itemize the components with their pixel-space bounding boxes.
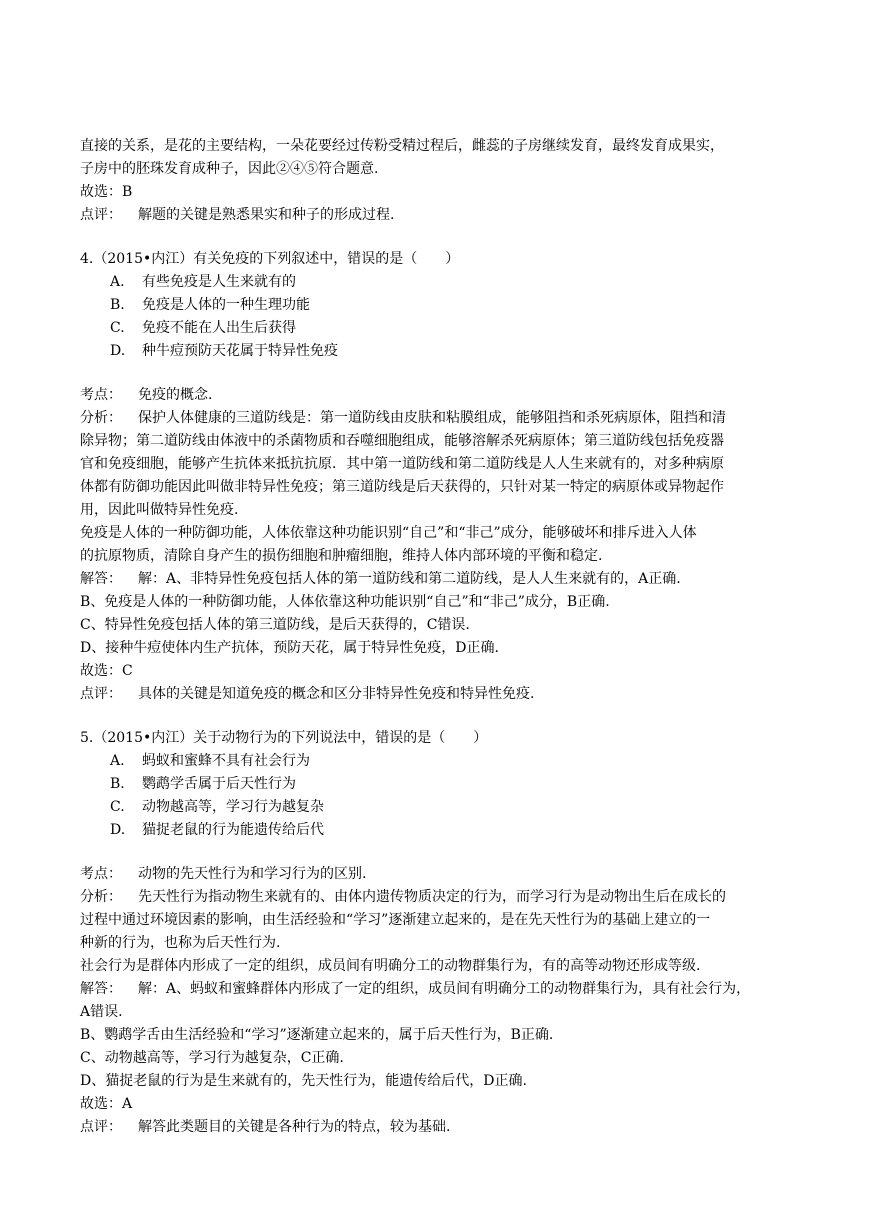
q4-option-c: C. 免疫不能在人出生后获得 — [110, 320, 296, 336]
q4-jieda-3: C、特异性免疫包括人体的第三道防线，是后天获得的，C错误. — [80, 617, 470, 633]
q4-stem: 4.（2015•内江）有关免疫的下列叙述中，错误的是（ ） — [80, 251, 460, 267]
q4-fenxi-7: 的抗原物质，清除自身产生的损伤细胞和肿瘤细胞，维持人体内部环境的平衡和稳定. — [80, 548, 603, 564]
q5-jieda-1: 解答： 解：A、蚂蚁和蜜蜂群体内形成了一定的组织，成员间有明确分工的动物群集行为，具有社会行为， — [80, 981, 751, 997]
q5-fenxi-2: 过程中通过环境因素的影响，由生活经验和“学习”逐渐建立起来的，是在先天性行为的基础上建立的一 — [80, 912, 711, 928]
q4-fenxi-1: 分析： 保护人体健康的三道防线是：第一道防线由皮肤和粘膜组成，能够阻挡和杀死病原体，阻挡和清 — [80, 410, 726, 426]
q5-jieda-4: C、动物越高等，学习行为越复杂，C正确. — [80, 1050, 344, 1066]
q5-stem: 5.（2015•内江）关于动物行为的下列说法中，错误的是（ ） — [80, 730, 488, 746]
q5-kaodian: 考点： 动物的先天性行为和学习行为的区别. — [80, 866, 367, 882]
q4-option-d: D. 种牛痘预防天花属于特异性免疫 — [110, 343, 338, 359]
q5-fenxi-3: 种新的行为，也称为后天性行为. — [80, 935, 281, 951]
intro-comment — [80, 204, 394, 226]
q5-jieda-5: D、猫捉老鼠的行为是生来就有的，先天性行为，能遗传给后代，D正确. — [80, 1073, 527, 1089]
q4-jieda-4: D、接种牛痘使体内生产抗体，预防天花，属于特异性免疫，D正确. — [80, 640, 499, 656]
q4-option-a: A. 有些免疫是人生来就有的 — [110, 274, 296, 290]
q4-fenxi-2: 除异物；第二道防线由体液中的杀菌物质和吞噬细胞组成，能够溶解杀死病原体；第三道防线包括免疫器 — [80, 433, 724, 449]
q4-comment: 点评： 具体的关键是知道免疫的概念和区分非特异性免疫和特异性免疫. — [80, 686, 535, 702]
q5-fenxi-4: 社会行为是群体内形成了一定的组织，成员间有明确分工的动物群集行为，有的高等动物还形成等级. — [80, 958, 701, 974]
q4-fenxi-5: 用，因此叫做特异性免疫. — [80, 502, 239, 518]
q5-comment: 点评： 解答此类题目的关键是各种行为的特点，较为基础. — [80, 1119, 451, 1135]
q4-jieda-2: B、免疫是人体的一种防御功能，人体依靠这种功能识别“自己”和“非己”成分，B正确. — [80, 594, 610, 610]
q4-kaodian: 考点： 免疫的概念. — [80, 387, 213, 403]
q4-fenxi-6: 免疫是人体的一种防御功能，人体依靠这种功能识别“自己”和“非己”成分，能够破坏和排斥进入人体 — [80, 525, 697, 541]
q4-option-b: B. 免疫是人体的一种生理功能 — [110, 297, 310, 313]
q4-fenxi-4: 体都有防御功能因此叫做非特异性免疫；第三道防线是后天获得的，只针对某一特定的病原体或异物起作 — [80, 479, 724, 495]
q5-option-c: C. 动物越高等，学习行为越复杂 — [110, 799, 324, 815]
q5-option-b: B. 鹦鹉学舌属于后天性行为 — [110, 776, 296, 792]
q4-jieda-1: 解答： 解：A、非特异性免疫包括人体的第一道防线和第二道防线，是人人生来就有的，A正确. — [80, 571, 681, 587]
q5-jieda-2: A错误. — [80, 1004, 123, 1020]
q4-answer: 故选：C — [80, 663, 133, 679]
comment-label: 点评： — [80, 207, 122, 223]
q5-option-d: D. 猫捉老鼠的行为能遗传给后代 — [110, 822, 324, 838]
q5-answer: 故选：A — [80, 1096, 133, 1112]
intro-answer: 故选：B — [80, 184, 133, 200]
intro-line-1: 直接的关系，是花的主要结构，一朵花要经过传粉受精过程后，雌蕊的子房继续发育，最终发育成果实， — [80, 138, 724, 154]
intro-line-2: 子房中的胚珠发育成种子，因此②④⑤符合题意. — [80, 161, 379, 177]
q5-jieda-3: B、鹦鹉学舌由生活经验和“学习”逐渐建立起来的，属于后天性行为，B正确. — [80, 1027, 554, 1043]
q5-fenxi-1: 分析： 先天性行为指动物生来就有的、由体内遗传物质决定的行为，而学习行为是动物出生后在成长的 — [80, 889, 726, 905]
q4-fenxi-3: 官和免疫细胞，能够产生抗体来抵抗抗原．其中第一道防线和第二道防线是人人生来就有的，对多种病原 — [80, 456, 724, 472]
q5-option-a: A. 蚂蚁和蜜蜂不具有社会行为 — [110, 753, 310, 769]
comment-text: 解题的关键是熟悉果实和种子的形成过程. — [138, 207, 395, 223]
